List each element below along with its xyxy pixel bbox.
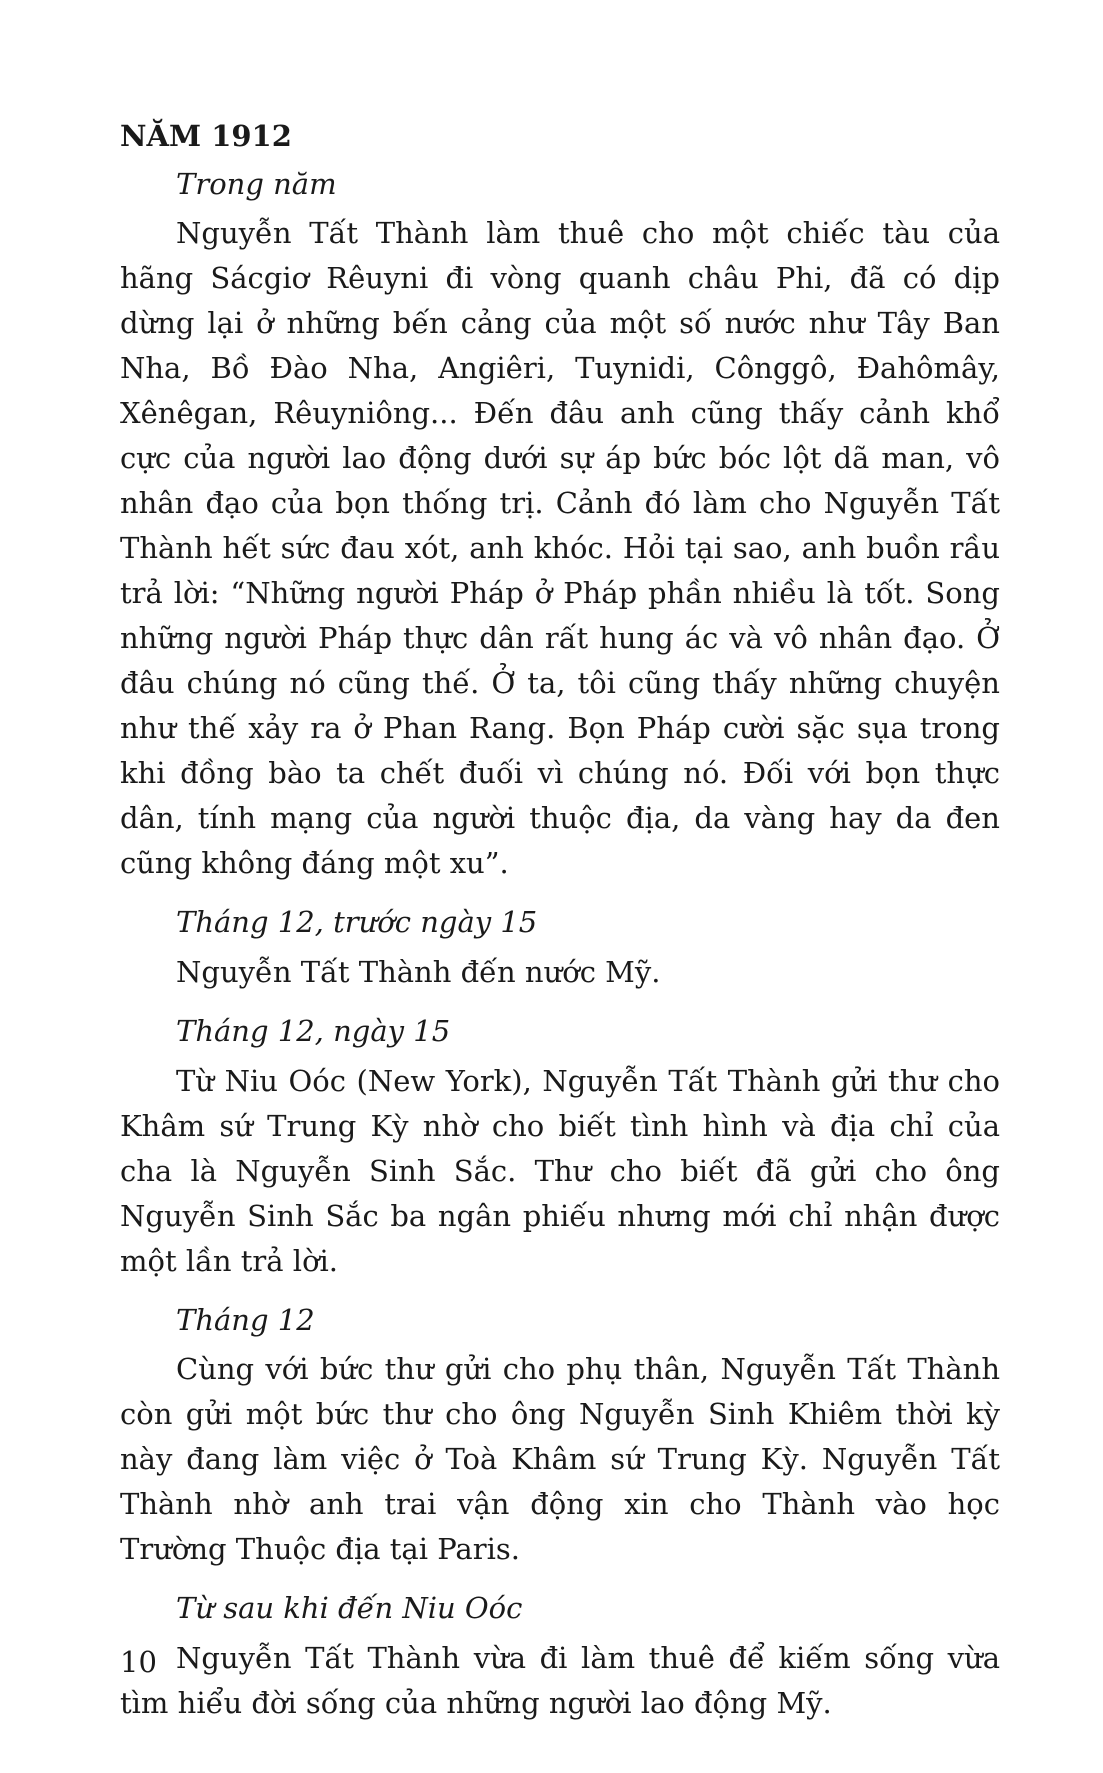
entry-date: Tháng 12, trước ngày 15 [176, 905, 538, 940]
entry-text: Từ Niu Oóc (New York), Nguyễn Tất Thành gửi thư cho Khâm sứ Trung Kỳ nhờ cho biết tình hình và địa chỉ của cha là Nguyễn Sinh Sắc. Thư cho biết đã gửi cho ông Nguyễn Sinh Sắc ba ngân phiếu nhưng mới chỉ nhận được một lần trả lời. [120, 1063, 1000, 1278]
entry-text: Cùng với bức thư gửi cho phụ thân, Nguyễn Tất Thành còn gửi một bức thư cho ông Nguyễn Sinh Khiêm thời kỳ này đang làm việc ở Toà Khâm sứ Trung Kỳ. Nguyễn Tất Thành nhờ anh trai vận động xin cho Thành vào học Trường Thuộc địa tại Paris. [120, 1352, 1000, 1567]
page-number: 10 [120, 1645, 157, 1679]
entry-text: Nguyễn Tất Thành đến nước Mỹ. [176, 955, 661, 990]
entry-text: Nguyễn Tất Thành làm thuê cho một chiếc tàu của hãng Sácgiơ Rêuyni đi vòng quanh châu Phi, đã có dịp dừng lại ở những bến cảng của một số nước như Tây Ban Nha, Bồ Đào Nha, Angiêri, Tuynidi, Cônggô, Đahômây, Xênêgan, Rêuyniông... Đến đâu anh cũng thấy cảnh khổ cực của người lao động dưới sự áp bức bóc lột dã man, vô nhân đạo của bọn thống trị. Cảnh đó làm cho Nguyễn Tất Thành hết sức đau xót, anh khóc. Hỏi tại sao, anh buồn rầu trả lời: “Những người Pháp ở Pháp phần nhiều là tốt. Song những người Pháp thực dân rất hung ác và vô nhân đạo. Ở đâu chúng nó cũng thế. Ở ta, tôi cũng thấy những chuyện như thế xảy ra ở Phan Rang. Bọn Pháp cười sặc sụa trong khi đồng bào ta chết đuối vì chúng nó. Đối với bọn thực dân, tính mạng của người thuộc địa, da vàng hay da đen cũng không đáng một xu”. [120, 216, 1000, 881]
entry-date: Trong năm [176, 166, 337, 201]
book-page [120, 118, 1000, 1744]
year-heading: NĂM 1912 [120, 119, 292, 153]
entry-date: Tháng 12 [176, 1302, 315, 1337]
entry-date: Tháng 12, ngày 15 [176, 1014, 451, 1049]
entry-date: Từ sau khi đến Niu Oóc [176, 1591, 523, 1626]
entry-text: Nguyễn Tất Thành vừa đi làm thuê để kiếm sống vừa tìm hiểu đời sống của những người lao động Mỹ. [120, 1641, 1000, 1721]
